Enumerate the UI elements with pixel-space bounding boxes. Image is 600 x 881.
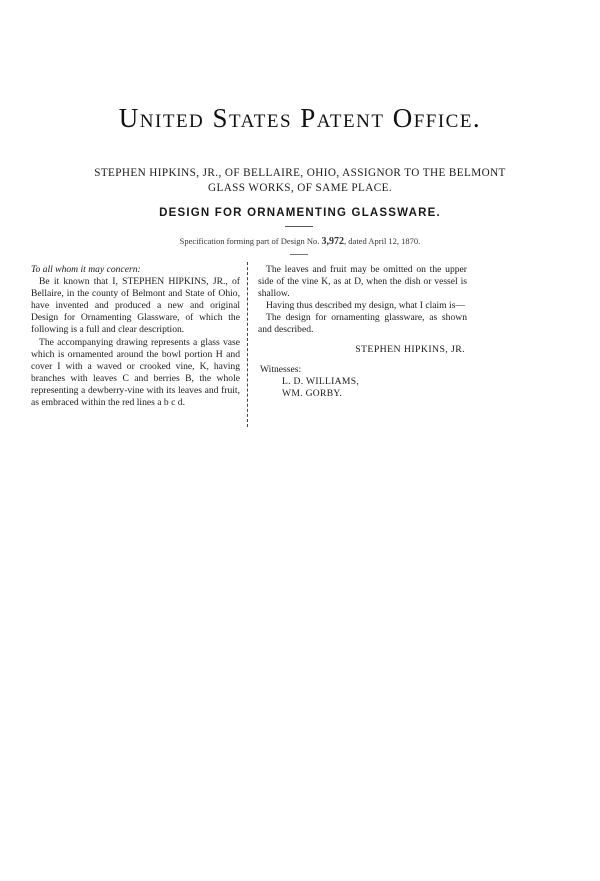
right-column [258, 264, 467, 400]
title-rule [285, 226, 313, 227]
paragraph-drawing: The accompanying drawing represents a glass vase which is ornamented around the bowl portion H and cover I with a waved or crooked vine, K, having branches with leaves C and berries B, the whole representing a dewberry-vine with its leaves and fruit, as embraced within the red lines a b c d. [31, 337, 240, 408]
salutation: To all whom it may concern: [31, 264, 141, 275]
assignor-block [40, 166, 560, 196]
design-title: DESIGN FOR ORNAMENTING GLASSWARE. [159, 207, 441, 219]
paragraph-known: Be it known that I, STEPHEN HIPKINS, JR., of Bellaire, in the county of Belmont and State of Ohio, have invented and produced a new and original Design for Ornamenting Glassware, of which the following is a full and clear description. [31, 275, 240, 335]
paragraph-claim: The design for ornamenting glassware, as shown and described. [258, 311, 467, 335]
assignor-line-2: GLASS WORKS, OF SAME PLACE. [207, 182, 393, 194]
spec-prefix: Specification forming part of Design No. [179, 236, 320, 246]
office-title: United States Patent Office. [118, 103, 482, 133]
witness-1: L. D. WILLIAMS, [282, 376, 360, 388]
paragraph-omit: The leaves and fruit may be omitted on the upper side of the vine K, as at D, when the dish or vessel is shallow. [258, 264, 467, 299]
witnesses-label: Witnesses: [260, 364, 302, 376]
spec-suffix: , dated April 12, 1870. [344, 236, 421, 246]
column-divider [247, 262, 248, 427]
paragraph-claim-intro: Having thus described my design, what I claim is— [266, 299, 466, 311]
left-column [31, 264, 240, 409]
spec-rule [290, 254, 308, 255]
assignor-line-1: STEPHEN HIPKINS, JR., OF BELLAIRE, OHIO, ASSIGNOR TO THE BELMONT [94, 167, 506, 179]
design-number: 3,972 [321, 236, 345, 247]
inventor-signature: STEPHEN HIPKINS, JR. [355, 344, 465, 356]
witness-2: WM. GORBY. [282, 388, 343, 400]
specification-line [0, 236, 600, 247]
